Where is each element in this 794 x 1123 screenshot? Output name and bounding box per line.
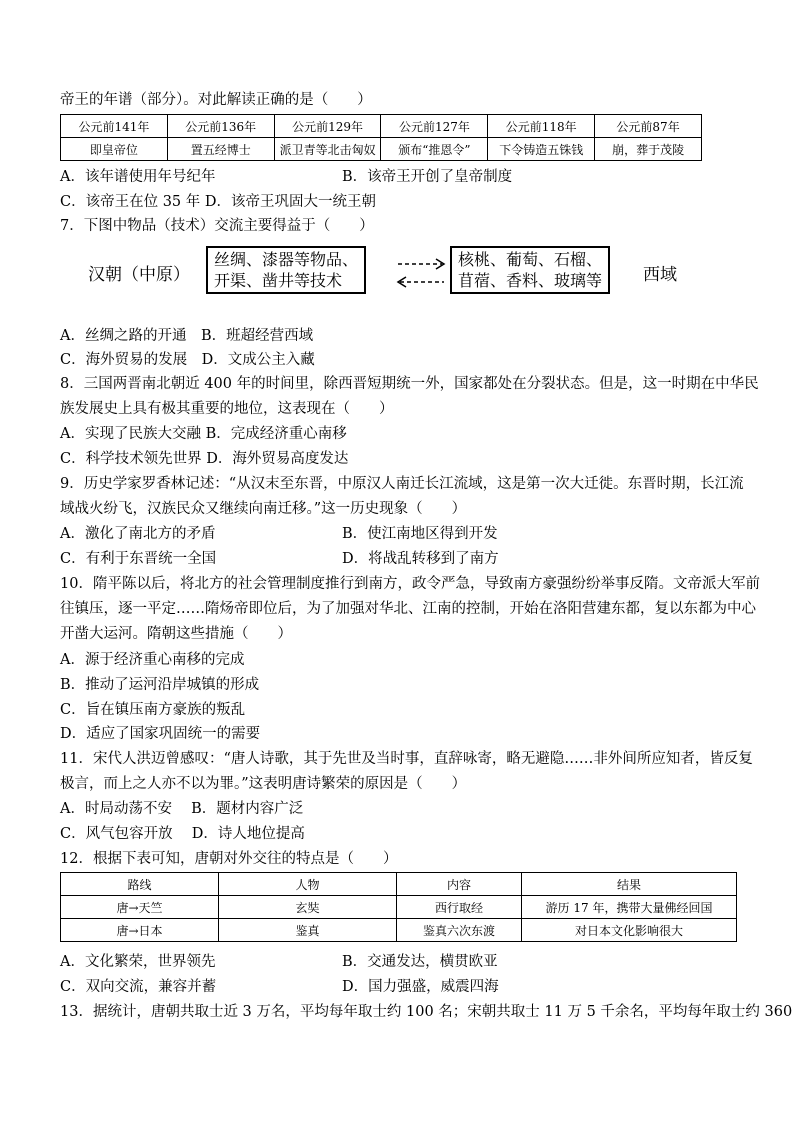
q11-stem-line2: 极言，而上之人亦不以为罪。”这表明唐诗繁荣的原因是（ ） <box>60 776 467 792</box>
table-cell: 公元前87年 <box>595 115 702 138</box>
q7-options-ab[interactable]: A．丝绸之路的开通 B．班超经营西域 <box>60 328 314 344</box>
q11-options-ab[interactable]: A．时局动荡不安 B．题材内容广泛 <box>60 801 304 817</box>
table-cell: 公元前129年 <box>274 115 381 138</box>
table-cell: 鉴真六次东渡 <box>397 919 522 942</box>
diagram-left-label: 汉朝（中原） <box>88 265 190 285</box>
q8-stem-line2: 族发展史上具有极其重要的地位，这表现在（ ） <box>60 401 394 417</box>
table-header-cell: 结果 <box>522 873 737 896</box>
table-cell: 公元前118年 <box>488 115 595 138</box>
diagram-right-box <box>450 246 610 294</box>
table-cell: 公元前136年 <box>167 115 274 138</box>
q12-tang-exchange-table <box>60 872 737 942</box>
table-header-cell: 路线 <box>61 873 219 896</box>
q9-option-c[interactable]: C．有利于东晋统一全国 <box>60 551 217 567</box>
q10-stem-line3: 开凿大运河。隋朝这些措施（ ） <box>60 626 292 642</box>
table-row <box>61 919 737 942</box>
q8-stem-line1: 8．三国两晋南北朝近 400 年的时间里，除西晋短期统一外，国家都处在分裂状态。但是，这一时期在中华民 <box>60 376 759 392</box>
table-row <box>61 115 702 138</box>
q6-stem: 帝王的年谱（部分）。对此解读正确的是（ ） <box>60 92 372 108</box>
q12-option-d[interactable]: D．国力强盛，威震四海 <box>342 979 499 995</box>
table-cell: 下令铸造五铢钱 <box>488 138 595 161</box>
table-cell: 派卫青等北击匈奴 <box>274 138 381 161</box>
q7-stem: 7．下图中物品（技术）交流主要得益于（ ） <box>60 218 374 234</box>
q10-option-d[interactable]: D．适应了国家巩固统一的需要 <box>60 726 261 742</box>
table-row <box>61 896 737 919</box>
table-cell: 即皇帝位 <box>61 138 168 161</box>
table-cell: 唐→天竺 <box>61 896 219 919</box>
table-cell: 游历 17 年，携带大量佛经回国 <box>522 896 737 919</box>
q8-options-ab[interactable]: A．实现了民族大交融 B．完成经济重心南移 <box>60 426 347 442</box>
table-cell: 公元前127年 <box>381 115 488 138</box>
table-cell: 唐→日本 <box>61 919 219 942</box>
table-cell: 崩，葬于茂陵 <box>595 138 702 161</box>
q8-options-cd[interactable]: C．科学技术领先世界 D．海外贸易高度发达 <box>60 451 349 467</box>
q12-option-a[interactable]: A．文化繁荣，世界领先 <box>60 954 216 970</box>
q9-option-b[interactable]: B．使江南地区得到开发 <box>342 526 498 542</box>
diagram-right-box-line: 苜蓿、香料、玻璃等 <box>458 271 603 290</box>
table-cell: 鉴真 <box>219 919 397 942</box>
table-cell: 置五经博士 <box>167 138 274 161</box>
q7-exchange-diagram <box>88 244 678 300</box>
q9-stem-line1: 9．历史学家罗香林记述：“从汉末至东晋，中原汉人南迁长江流域，这是第一次大迁徙。东晋时期，长江流 <box>60 476 744 492</box>
q11-stem-line1: 11．宋代人洪迈曾感叹：“唐人诗歌，其于先世及当时事，直辞咏寄，略无避隐……非外间所应知者，皆反复 <box>60 751 753 767</box>
table-cell: 玄奘 <box>219 896 397 919</box>
diagram-left-box-line: 开渠、凿井等技术 <box>214 271 343 290</box>
q6-emperor-chronology-table <box>60 114 702 161</box>
q6-option-a[interactable]: A．该年谱使用年号纪年 <box>60 169 216 185</box>
q10-option-b[interactable]: B．推动了运河沿岸城镇的形成 <box>60 677 260 693</box>
q9-stem-line2: 域战火纷飞，汉族民众又继续向南迁移。”这一历史现象（ ） <box>60 501 467 517</box>
q6-option-b[interactable]: B．该帝王开创了皇帝制度 <box>342 169 513 185</box>
table-header-row <box>61 873 737 896</box>
q10-stem-line1: 10．隋平陈以后，将北方的社会管理制度推行到南方，政令严急，导致南方豪强纷纷举事反隋。文帝派大军前 <box>60 576 760 592</box>
q7-options-cd[interactable]: C．海外贸易的发展 D．文成公主入藏 <box>60 352 315 368</box>
table-cell: 公元前141年 <box>61 115 168 138</box>
q12-option-c[interactable]: C．双向交流，兼容并蓄 <box>60 979 217 995</box>
q10-option-a[interactable]: A．源于经济重心南移的完成 <box>60 652 245 668</box>
table-header-cell: 内容 <box>397 873 522 896</box>
q12-option-b[interactable]: B．交通发达，横贯欧亚 <box>342 954 498 970</box>
diagram-right-label: 西域 <box>643 265 677 285</box>
q10-option-c[interactable]: C．旨在镇压南方豪族的叛乱 <box>60 702 246 718</box>
diagram-left-box <box>206 246 366 294</box>
q9-option-d[interactable]: D．将战乱转移到了南方 <box>342 551 499 567</box>
q6-options-cd[interactable]: C．该帝王在位 35 年 D．该帝王巩固大一统王朝 <box>60 194 376 210</box>
q10-stem-line2: 往镇压，逐一平定……隋炀帝即位后，为了加强对华北、江南的控制，开始在洛阳营建东都，复以东都为中心 <box>60 601 756 617</box>
table-header-cell: 人物 <box>219 873 397 896</box>
table-cell: 西行取经 <box>397 896 522 919</box>
diagram-left-box-line: 丝绸、漆器等物品、 <box>214 250 359 269</box>
diagram-right-box-line: 核桃、葡萄、石榴、 <box>458 250 603 269</box>
exchange-arrows-icon <box>396 254 446 294</box>
table-cell: 对日本文化影响很大 <box>522 919 737 942</box>
table-cell: 颁布“推恩令” <box>381 138 488 161</box>
q13-stem-line1: 13．据统计，唐朝共取士近 3 万名，平均每年取士约 100 名；宋朝共取士 11 万 5 千余名，平均每年取士约 360 <box>60 1004 793 1020</box>
q9-option-a[interactable]: A．激化了南北方的矛盾 <box>60 526 216 542</box>
q12-stem: 12．根据下表可知，唐朝对外交往的特点是（ ） <box>60 851 398 867</box>
table-row <box>61 138 702 161</box>
q11-options-cd[interactable]: C．风气包容开放 D．诗人地位提高 <box>60 826 305 842</box>
